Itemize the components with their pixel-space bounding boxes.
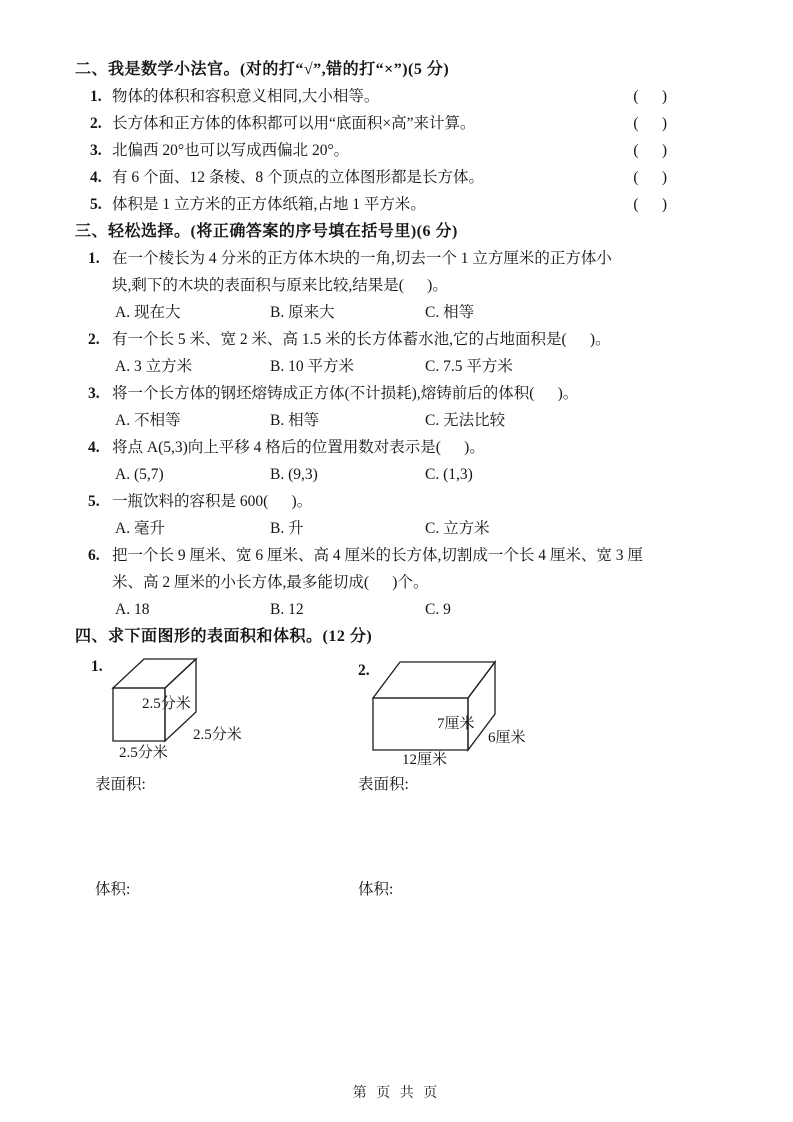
tf-item-text: 长方体和正方体的体积都可以用“底面积×高”来计算。 [112, 115, 476, 132]
question-text: 将点 A(5,3)向上平移 4 格后的位置用数对表示是( )。 [112, 439, 485, 456]
options-row [0, 407, 793, 434]
cube-width-label: 2.5分米 [119, 745, 168, 761]
answer-bracket: ( ) [633, 196, 667, 213]
figure-2-number: 2. [358, 662, 370, 679]
answer-bracket: ( ) [633, 142, 667, 159]
option-c: C. 无法比较 [425, 412, 506, 429]
volume-label-2: 体积: [358, 881, 394, 898]
tf-item-number: 5. [90, 196, 102, 213]
question-number: 2. [88, 331, 100, 348]
option-a: A. 现在大 [115, 304, 181, 321]
tf-item-5 [0, 191, 667, 218]
option-a: A. 不相等 [115, 412, 181, 429]
tf-item-text: 体积是 1 立方米的正方体纸箱,占地 1 平方米。 [112, 196, 426, 213]
section-three-title: 三、轻松选择。(将正确答案的序号填在括号里)(6 分) [75, 223, 458, 240]
surface-area-label-2: 表面积: [358, 776, 409, 793]
option-c: C. 相等 [425, 304, 475, 321]
tf-item-number: 3. [90, 142, 102, 159]
figure-1-number: 1. [91, 658, 103, 675]
options-row [0, 299, 793, 326]
question-number: 1. [88, 250, 100, 267]
question-line [0, 326, 793, 353]
cuboid-figure [370, 655, 505, 755]
section-four-title: 四、求下面图形的表面积和体积。(12 分) [75, 628, 373, 645]
option-c: C. (1,3) [425, 466, 473, 483]
question-line [0, 488, 793, 515]
mc-question-6 [0, 542, 793, 623]
tf-item-1 [0, 83, 667, 110]
mc-question-5 [0, 488, 793, 542]
section-two-title: 二、我是数学小法官。(对的打“√”,错的打“×”)(5 分) [75, 61, 450, 78]
question-text: 一瓶饮料的容积是 600( )。 [112, 493, 313, 510]
tf-item-4 [0, 164, 667, 191]
tf-item-number: 4. [90, 169, 102, 186]
question-text: 有一个长 5 米、宽 2 米、高 1.5 米的长方体蓄水池,它的占地面积是( )。 [112, 331, 611, 348]
question-line [0, 380, 793, 407]
question-number: 6. [88, 547, 100, 564]
question-text: 在一个棱长为 4 分米的正方体木块的一角,切去一个 1 立方厘米的正方体小 [112, 250, 612, 267]
mc-question-2 [0, 326, 793, 380]
option-b: B. 相等 [270, 412, 320, 429]
options-row [0, 515, 793, 542]
option-a: A. 毫升 [115, 520, 165, 537]
question-line [0, 434, 793, 461]
options-row [0, 596, 793, 623]
tf-item-text: 物体的体积和容积意义相同,大小相等。 [112, 88, 380, 105]
mc-question-4 [0, 434, 793, 488]
cuboid-depth-label: 6厘米 [488, 730, 526, 746]
option-b: B. 升 [270, 520, 304, 537]
option-a: A. (5,7) [115, 466, 164, 483]
tf-item-text: 北偏西 20°也可以写成西偏北 20°。 [112, 142, 350, 159]
answer-bracket: ( ) [633, 115, 667, 132]
question-text: 把一个长 9 厘米、宽 6 厘米、高 4 厘米的长方体,切割成一个长 4 厘米、宽 3 厘 [112, 547, 643, 564]
answer-bracket: ( ) [633, 169, 667, 186]
option-c: C. 9 [425, 601, 451, 618]
option-b: B. 12 [270, 601, 304, 618]
tf-item-number: 2. [90, 115, 102, 132]
options-row [0, 353, 793, 380]
option-c: C. 7.5 平方米 [425, 358, 513, 375]
volume-label-1: 体积: [95, 881, 131, 898]
tf-item-number: 1. [90, 88, 102, 105]
option-b: B. (9,3) [270, 466, 318, 483]
option-a: A. 3 立方米 [115, 358, 193, 375]
answer-bracket: ( ) [633, 88, 667, 105]
tf-item-text: 有 6 个面、12 条棱、8 个顶点的立体图形都是长方体。 [112, 169, 485, 186]
question-number: 4. [88, 439, 100, 456]
tf-item-2 [0, 110, 667, 137]
option-a: A. 18 [115, 601, 150, 618]
mc-question-1 [0, 245, 793, 326]
page-footer: 第 页 共 页 [352, 1086, 441, 1101]
option-b: B. 10 平方米 [270, 358, 354, 375]
option-b: B. 原来大 [270, 304, 335, 321]
options-row [0, 461, 793, 488]
question-line [0, 245, 793, 272]
question-number: 3. [88, 385, 100, 402]
mc-question-3 [0, 380, 793, 434]
question-text: 将一个长方体的钢坯熔铸成正方体(不计损耗),熔铸前后的体积( )。 [112, 385, 579, 402]
cuboid-height-label: 7厘米 [437, 716, 475, 732]
cuboid-width-label: 12厘米 [402, 752, 448, 768]
option-c: C. 立方米 [425, 520, 490, 537]
cube-height-label: 2.5分米 [142, 696, 191, 712]
cube-depth-label: 2.5分米 [193, 727, 242, 743]
tf-item-3 [0, 137, 667, 164]
question-text-continued: 块,剩下的木块的表面积与原来比较,结果是( )。 [112, 277, 448, 294]
question-text-continued: 米、高 2 厘米的小长方体,最多能切成( )个。 [112, 574, 429, 591]
question-line [0, 542, 793, 569]
figures-area [0, 650, 793, 1070]
question-number: 5. [88, 493, 100, 510]
surface-area-label-1: 表面积: [95, 776, 146, 793]
